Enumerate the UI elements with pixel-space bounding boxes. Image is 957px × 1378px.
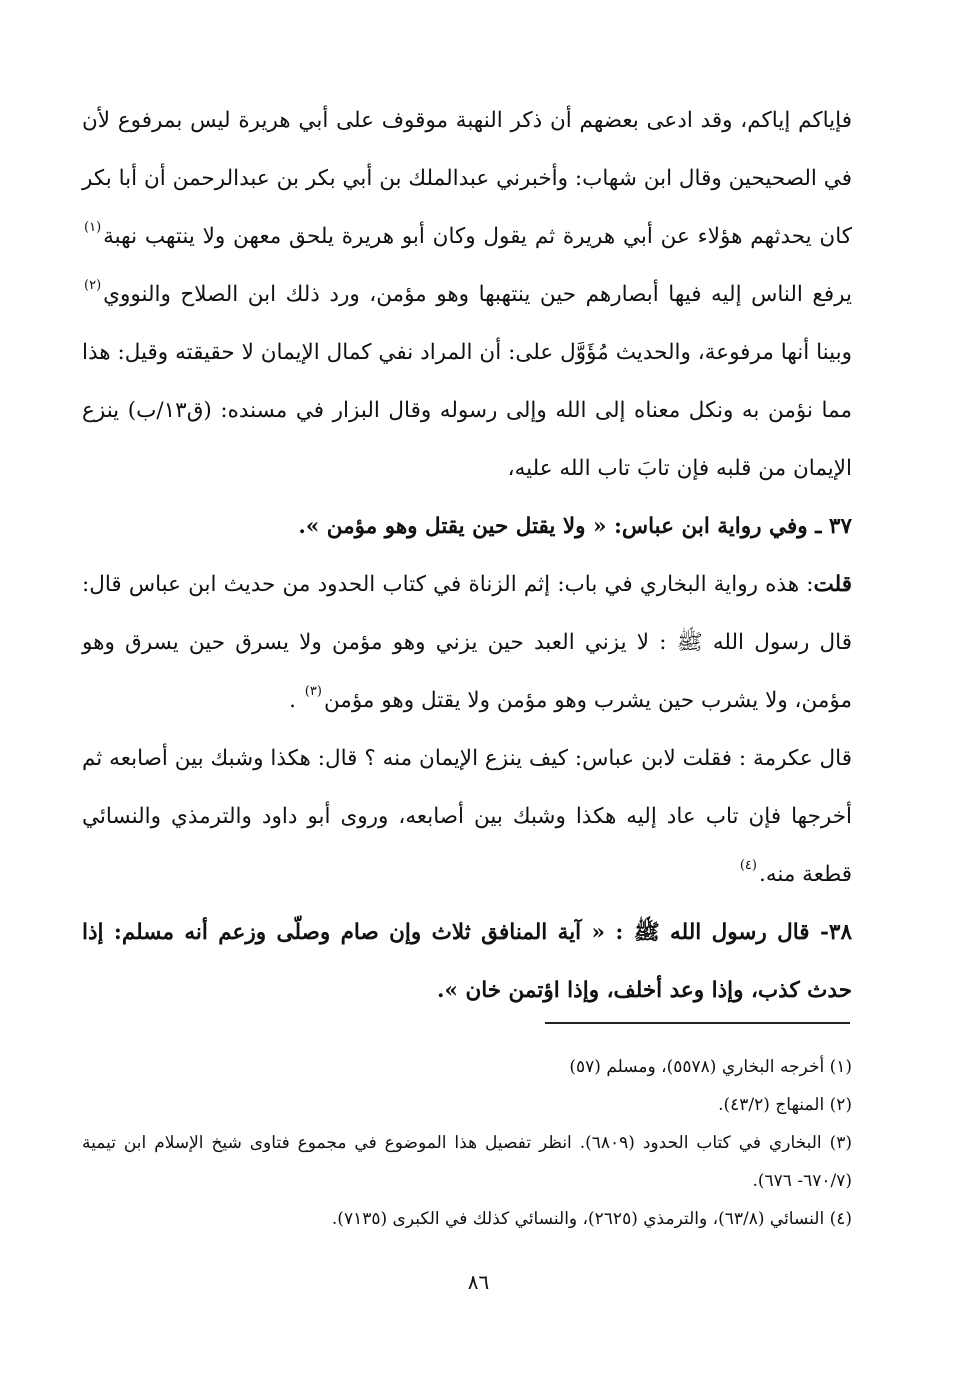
paragraph-3 (82, 730, 852, 904)
paragraph-1 (82, 92, 852, 498)
footnote-ref-1: (١) (84, 220, 102, 235)
footnote-3: (٣) البخاري في كتاب الحدود (٦٨٠٩). انظر تفصيل هذا الموضوع في مجموع فتاوى شيخ الإسلام ابن تيمية (٦٧٠/٧- ٦٧٦). (82, 1133, 852, 1191)
footnote-ref-3: (٣) (304, 684, 322, 699)
hadith-38-heading: ٣٨- قال رسول الله ﷺ : « آية المنافق ثلاث وإن صام وصلّى وزعم أنه مسلم: إذا حدث كذب، وإذا وعد أخلف، وإذا اؤتمن خان ». (82, 920, 852, 1003)
page-number: ٨٦ (467, 1270, 490, 1294)
paragraph-2-text: : هذه رواية البخاري في باب: إثم الزناة في كتاب الحدود من حديث ابن عباس قال: قال رسول الله ﷺ : لا يزني العبد حين يزني وهو مؤمن ولا يسرق حين يسرق وهو مؤمن، ولا يشرب حين يشرب وهو مؤمن ولا يقتل وهو مؤمن (82, 572, 852, 713)
footnote-1: (١) أخرجه البخاري (٥٥٧٨)، ومسلم (٥٧) (569, 1057, 852, 1077)
footnote-separator (545, 1022, 850, 1024)
paragraph-2-end: . (289, 688, 303, 713)
paragraph-1-part-b: يرفع الناس إليه فيها أبصارهم حين ينتهبها وهو مؤمن، ورد ذلك ابن الصلاح والنووي (103, 282, 852, 307)
paragraph-2 (82, 556, 852, 730)
qult-label: قلت (813, 572, 852, 597)
footnote-ref-2: (٢) (84, 278, 102, 293)
footnote-4: (٤) النسائي (٦٣/٨)، والترمذي (٢٦٢٥)، والنسائي كذلك في الكبرى (٧١٣٥). (331, 1209, 852, 1229)
paragraph-1-part-c: وبينا أنها مرفوعة، والحديث مُؤَوَّل على: أن المراد نفي كمال الإيمان لا حقيقته وقيل: هذا مما نؤمن به ونكل معناه إلى الله وإلى رسوله وقال البزار في مسنده: (ق١٣/ب) ينزع الإيمان من قلبه فإن تابَ تاب الله عليه، (82, 340, 852, 481)
paragraph-1-part-a: فإياكم إياكم، وقد ادعى بعضهم أن ذكر النهبة موقوف على أبي هريرة ليس بمرفوع لأن في الصحيحين وقال ابن شهاب: وأخبرني عبدالملك بن أبي بكر بن عبدالرحمن أن أبا بكر كان يحدثهم هؤلاء عن أبي هريرة ثم يقول وكان أبو هريرة يلحق معهن ولا ينتهب نهبة (82, 108, 852, 249)
paragraph-3-text: قال عكرمة : فقلت لابن عباس: كيف ينزع الإيمان منه ؟ قال: هكذا وشبك بين أصابعه ثم أخرجها فإن تاب عاد إليه هكذا وشبك بين أصابعه، وروى أبو داود والترمذي والنسائي قطعة منه. (82, 746, 852, 887)
hadith-37-heading: ٣٧ ـ وفي رواية ابن عباس: « ولا يقتل حين يقتل وهو مؤمن ». (298, 514, 852, 539)
footnote-2: (٢) المنهاج (٤٣/٢). (718, 1095, 852, 1115)
main-text (82, 92, 852, 1020)
footnote-ref-4: (٤) (739, 858, 757, 873)
footnotes (82, 1048, 852, 1238)
